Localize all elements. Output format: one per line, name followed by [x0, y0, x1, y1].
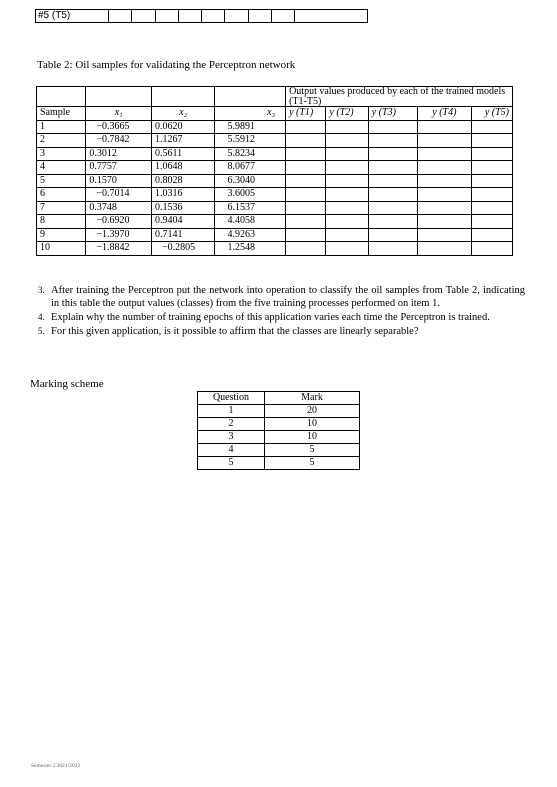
output-cell: [286, 215, 326, 229]
table-row: [37, 201, 513, 215]
sample-cell: 6: [37, 188, 86, 202]
x3-cell: 5.5912: [215, 134, 286, 148]
oil-samples-table: [36, 86, 513, 256]
output-cell: [471, 188, 512, 202]
table-row: [37, 147, 513, 161]
output-cell: [286, 174, 326, 188]
sample-cell: 4: [37, 161, 86, 175]
output-cell: [368, 228, 417, 242]
output-cell: [286, 147, 326, 161]
output-cell: [368, 147, 417, 161]
marking-scheme-title: Marking scheme: [30, 378, 104, 390]
sample-cell: 3: [37, 147, 86, 161]
row-label: #5 (T5): [36, 10, 109, 23]
marking-scheme-table: [197, 391, 360, 470]
output-cell: [368, 120, 417, 134]
table2-caption: Table 2: Oil samples for validating the Perceptron network: [37, 59, 296, 71]
empty-cell: [178, 10, 201, 23]
x1-cell: −0.7842: [86, 134, 152, 148]
output-cell: [418, 120, 471, 134]
empty-cell: [248, 10, 271, 23]
output-cell: [418, 242, 471, 256]
x3-cell: 4.4058: [215, 215, 286, 229]
table-row: [198, 431, 360, 444]
x2-cell: 1.0316: [151, 188, 215, 202]
table-row: [37, 134, 513, 148]
output-cell: [326, 120, 368, 134]
x3-cell: 6.3040: [215, 174, 286, 188]
col-question: Question: [198, 392, 265, 405]
x1-cell: 0.3012: [86, 147, 152, 161]
output-cell: [368, 174, 417, 188]
output-cell: [471, 242, 512, 256]
empty-cell: [202, 10, 225, 23]
col-sample: Sample: [37, 107, 86, 121]
question-3: 3. After training the Perceptron put the network into operation to classify the oil samples from Table 2, indicating in this table the output values (classes) from the five training processes performed on item 1.: [38, 285, 525, 309]
x2-cell: 0.0620: [151, 120, 215, 134]
output-cell: [286, 161, 326, 175]
sample-cell: 5: [37, 174, 86, 188]
header-spacer: [151, 87, 215, 107]
col-x3: x₃: [215, 107, 286, 121]
output-cell: [326, 201, 368, 215]
x1-cell: −0.6920: [86, 215, 152, 229]
table-row: [37, 215, 513, 229]
sample-cell: 9: [37, 228, 86, 242]
x2-cell: 1.1267: [151, 134, 215, 148]
output-cell: [418, 201, 471, 215]
x3-cell: 1.2548: [215, 242, 286, 256]
x3-cell: 6.1537: [215, 201, 286, 215]
col-y-t4: y (T4): [418, 107, 471, 121]
output-cell: [326, 147, 368, 161]
col-x1: x₁: [86, 107, 152, 121]
empty-cell: [271, 10, 294, 23]
col-y-t3: y (T3): [368, 107, 417, 121]
x2-cell: 0.8028: [151, 174, 215, 188]
col-y-t2: y (T2): [326, 107, 368, 121]
output-cell: [471, 215, 512, 229]
x2-cell: 0.7141: [151, 228, 215, 242]
table-row: [198, 418, 360, 431]
output-cell: [368, 215, 417, 229]
table-row: [37, 161, 513, 175]
x3-cell: 8.0677: [215, 161, 286, 175]
empty-cell: [225, 10, 248, 23]
question-cell: 3: [198, 431, 265, 444]
question-4: 4. Explain why the number of training epochs of this application varies each time the Perceptron is trained.: [38, 312, 490, 323]
col-x2: x₂: [151, 107, 215, 121]
output-cell: [286, 120, 326, 134]
output-cell: [418, 174, 471, 188]
x2-cell: 0.1536: [151, 201, 215, 215]
header-spacer: [37, 87, 86, 107]
x2-cell: 0.9404: [151, 215, 215, 229]
previous-table-row: [35, 9, 368, 23]
table-row: [198, 405, 360, 418]
empty-cell: [155, 10, 178, 23]
output-cell: [326, 228, 368, 242]
output-cell: [286, 188, 326, 202]
output-cell: [471, 201, 512, 215]
output-cell: [418, 188, 471, 202]
sample-cell: 1: [37, 120, 86, 134]
question-cell: 1: [198, 405, 265, 418]
x1-cell: −1.8842: [86, 242, 152, 256]
output-cell: [418, 215, 471, 229]
sample-cell: 2: [37, 134, 86, 148]
output-cell: [418, 161, 471, 175]
x1-cell: 0.7757: [86, 161, 152, 175]
mark-cell: 10: [265, 431, 360, 444]
table-row: [37, 228, 513, 242]
table-row: [37, 174, 513, 188]
x2-cell: 1.0648: [151, 161, 215, 175]
output-cell: [368, 242, 417, 256]
output-cell: [418, 134, 471, 148]
mark-cell: 5: [265, 457, 360, 470]
output-cell: [286, 242, 326, 256]
question-cell: 4: [198, 444, 265, 457]
output-cell: [368, 134, 417, 148]
output-cell: [471, 147, 512, 161]
output-cell: [326, 188, 368, 202]
table-row: [37, 242, 513, 256]
output-cell: [471, 161, 512, 175]
x2-cell: 0.5611: [151, 147, 215, 161]
question-cell: 5: [198, 457, 265, 470]
x1-cell: 0.3748: [86, 201, 152, 215]
output-cell: [471, 120, 512, 134]
table-row: [37, 120, 513, 134]
sample-cell: 10: [37, 242, 86, 256]
mark-cell: 20: [265, 405, 360, 418]
output-cell: [326, 134, 368, 148]
question-cell: 2: [198, 418, 265, 431]
x3-cell: 3.6005: [215, 188, 286, 202]
x1-cell: −1.3970: [86, 228, 152, 242]
x3-cell: 4.9263: [215, 228, 286, 242]
sample-cell: 7: [37, 201, 86, 215]
table-row: [198, 444, 360, 457]
table-row: [198, 457, 360, 470]
question-5: 5. For this given application, is it possible to affirm that the classes are linearly separable?: [38, 326, 419, 337]
question-list: [38, 284, 525, 338]
output-cell: [368, 161, 417, 175]
output-cell: [326, 174, 368, 188]
x1-cell: 0.1570: [86, 174, 152, 188]
output-cell: [326, 242, 368, 256]
mark-cell: 5: [265, 444, 360, 457]
footer-semester: Semester 2 2021/2022: [31, 763, 81, 769]
x3-cell: 5.8234: [215, 147, 286, 161]
col-y-t5: y (T5): [471, 107, 512, 121]
output-cell: [286, 201, 326, 215]
output-cell: [326, 215, 368, 229]
output-group-header: Output values produced by each of the trained models (T1-T5): [286, 87, 513, 107]
sample-cell: 8: [37, 215, 86, 229]
x2-cell: −0.2805: [151, 242, 215, 256]
mark-cell: 10: [265, 418, 360, 431]
output-cell: [471, 174, 512, 188]
x3-cell: 5.9891: [215, 120, 286, 134]
table-row: [37, 188, 513, 202]
output-cell: [286, 228, 326, 242]
empty-cell: [109, 10, 132, 23]
col-y-t1: y (T1): [286, 107, 326, 121]
output-cell: [326, 161, 368, 175]
output-cell: [368, 201, 417, 215]
output-cell: [471, 228, 512, 242]
header-spacer: [215, 87, 286, 107]
col-mark: Mark: [265, 392, 360, 405]
output-cell: [418, 147, 471, 161]
header-spacer: [86, 87, 152, 107]
empty-cell: [132, 10, 155, 23]
x1-cell: −0.7014: [86, 188, 152, 202]
output-cell: [368, 188, 417, 202]
output-cell: [471, 134, 512, 148]
output-cell: [418, 228, 471, 242]
output-cell: [286, 134, 326, 148]
x1-cell: −0.3665: [86, 120, 152, 134]
empty-cell: [295, 10, 368, 23]
